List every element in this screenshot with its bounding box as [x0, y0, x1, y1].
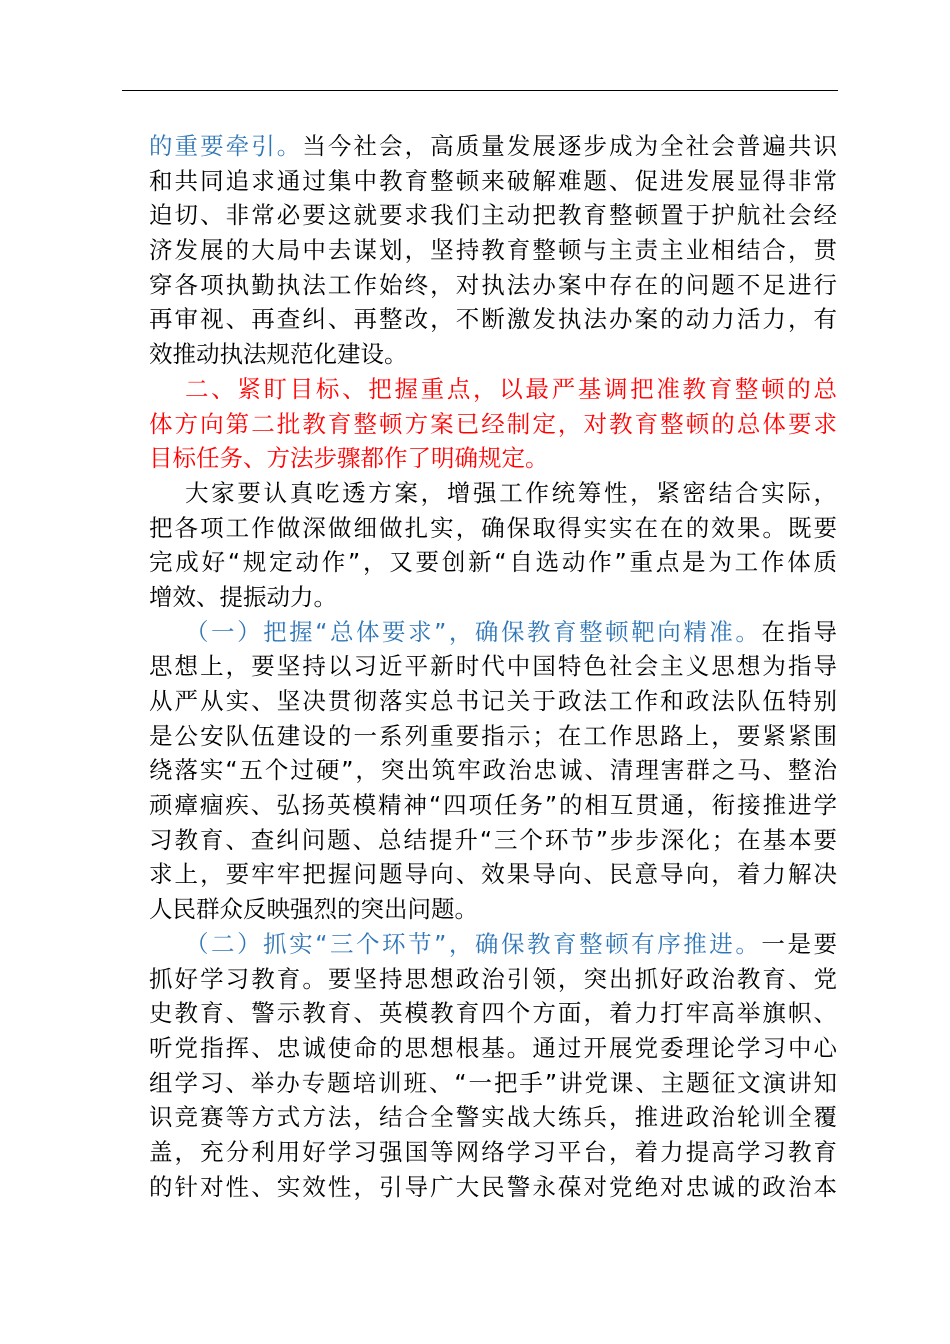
red-heading-text: 体方向第二批教育整顿方案已经制定，对教育整顿的总体要求 — [149, 409, 837, 438]
text-line — [149, 788, 837, 823]
body-text: 当今社会，高质量发展逐步成为全社会普遍共识 — [302, 132, 837, 160]
blue-heading-text: 的重要牵引。 — [149, 132, 303, 160]
text-line — [149, 1100, 837, 1135]
body-text: 济发展的大局中去谋划，坚持教育整顿与主责主业相结合，贯 — [149, 236, 837, 265]
text-line — [149, 1170, 837, 1205]
body-text: 大家要认真吃透方案，增强工作统筹性，紧密结合实际， — [185, 478, 837, 507]
body-text: 求上，要牢牢把握问题导向、效果导向、民意导向，着力解决 — [149, 860, 837, 889]
body-text: 组学习、举办专题培训班、“一把手”讲党课、主题征文演讲知 — [149, 1068, 837, 1097]
blue-heading-text: （一）把握“总体要求”，确保教育整顿靶向精准。 — [185, 617, 762, 646]
body-text: 顽瘴痼疾、弘扬英模精神“四项任务”的相互贯通，衔接推进学 — [149, 791, 837, 820]
text-line — [149, 927, 837, 962]
body-text: 把各项工作做深做细做扎实，确保取得实实在在的效果。既要 — [149, 513, 837, 542]
body-text: 绕落实“五个过硬”，突出筑牢政治忠诚、清理害群之马、整治 — [149, 756, 837, 785]
body-text: 再审视、再查纠、再整改，不断激发执法办案的动力活力，有 — [149, 305, 837, 334]
text-line — [149, 511, 837, 546]
body-text: 史教育、警示教育、英模教育四个方面，着力打牢高举旗帜、 — [149, 999, 837, 1028]
text-line — [149, 580, 837, 615]
text-line — [149, 302, 837, 337]
text-line — [149, 753, 837, 788]
text-line — [149, 1066, 837, 1101]
text-line — [149, 233, 837, 268]
body-text: 听党指挥、忠诚使命的思想根基。通过开展党委理论学习中心 — [149, 1033, 837, 1062]
body-text: 是公安队伍建设的一系列重要指示；在工作思路上，要紧紧围 — [149, 721, 837, 750]
text-line — [149, 268, 837, 303]
body-text: 增效、提振动力。 — [149, 582, 337, 611]
text-line — [149, 164, 837, 199]
body-text: 识竞赛等方式方法，结合全警实战大练兵，推进政治轮训全覆 — [149, 1103, 837, 1132]
body-text: 习教育、查纠问题、总结提升“三个环节”步步深化；在基本要 — [149, 825, 837, 854]
document-body — [149, 129, 837, 1204]
body-text: 盖，充分利用好学习强国等网络学习平台，着力提高学习教育 — [149, 1137, 837, 1166]
blue-heading-text: （二）抓实“三个环节”，确保教育整顿有序推进。 — [185, 929, 762, 958]
body-text: 思想上，要坚持以习近平新时代中国特色社会主义思想为指导 — [149, 652, 837, 681]
text-line — [149, 962, 837, 997]
red-heading-text: 二、紧盯目标、把握重点，以最严基调把准教育整顿的总 — [185, 374, 837, 403]
text-line — [149, 996, 837, 1031]
text-line — [149, 1031, 837, 1066]
text-line — [149, 684, 837, 719]
body-text: 在指导 — [761, 617, 837, 646]
text-line — [149, 407, 837, 442]
text-line — [149, 337, 837, 372]
body-text: 穿各项执勤执法工作始终，对执法办案中存在的问题不足进行 — [149, 270, 837, 299]
header-rule — [122, 90, 838, 91]
body-text: 效推动执法规范化建设。 — [149, 340, 408, 369]
red-heading-text: 目标任务、方法步骤都作了明确规定。 — [149, 444, 549, 473]
text-line — [149, 1135, 837, 1170]
text-line — [149, 476, 837, 511]
body-text: 从严从实、坚决贯彻落实总书记关于政法工作和政法队伍特别 — [149, 687, 837, 715]
text-line — [149, 198, 837, 233]
text-line — [149, 857, 837, 892]
body-text: 一是要 — [761, 929, 837, 958]
text-line — [149, 823, 837, 858]
text-line — [149, 545, 837, 580]
body-text: 人民群众反映强烈的突出问题。 — [149, 895, 478, 924]
text-line — [149, 649, 837, 684]
body-text: 和共同追求通过集中教育整顿来破解难题、促进发展显得非常 — [149, 166, 837, 195]
text-line — [149, 615, 837, 650]
body-text: 迫切、非常必要这就要求我们主动把教育整顿置于护航社会经 — [149, 201, 837, 230]
text-line — [149, 892, 837, 927]
body-text: 抓好学习教育。要坚持思想政治引领，突出抓好政治教育、党 — [149, 964, 837, 993]
text-line — [149, 372, 837, 407]
text-line — [149, 129, 837, 164]
text-line — [149, 719, 837, 754]
body-text: 的针对性、实效性，引导广大民警永葆对党绝对忠诚的政治本 — [149, 1172, 837, 1201]
text-line — [149, 441, 837, 476]
body-text: 完成好“规定动作”，又要创新“自选动作”重点是为工作体质 — [149, 548, 837, 577]
